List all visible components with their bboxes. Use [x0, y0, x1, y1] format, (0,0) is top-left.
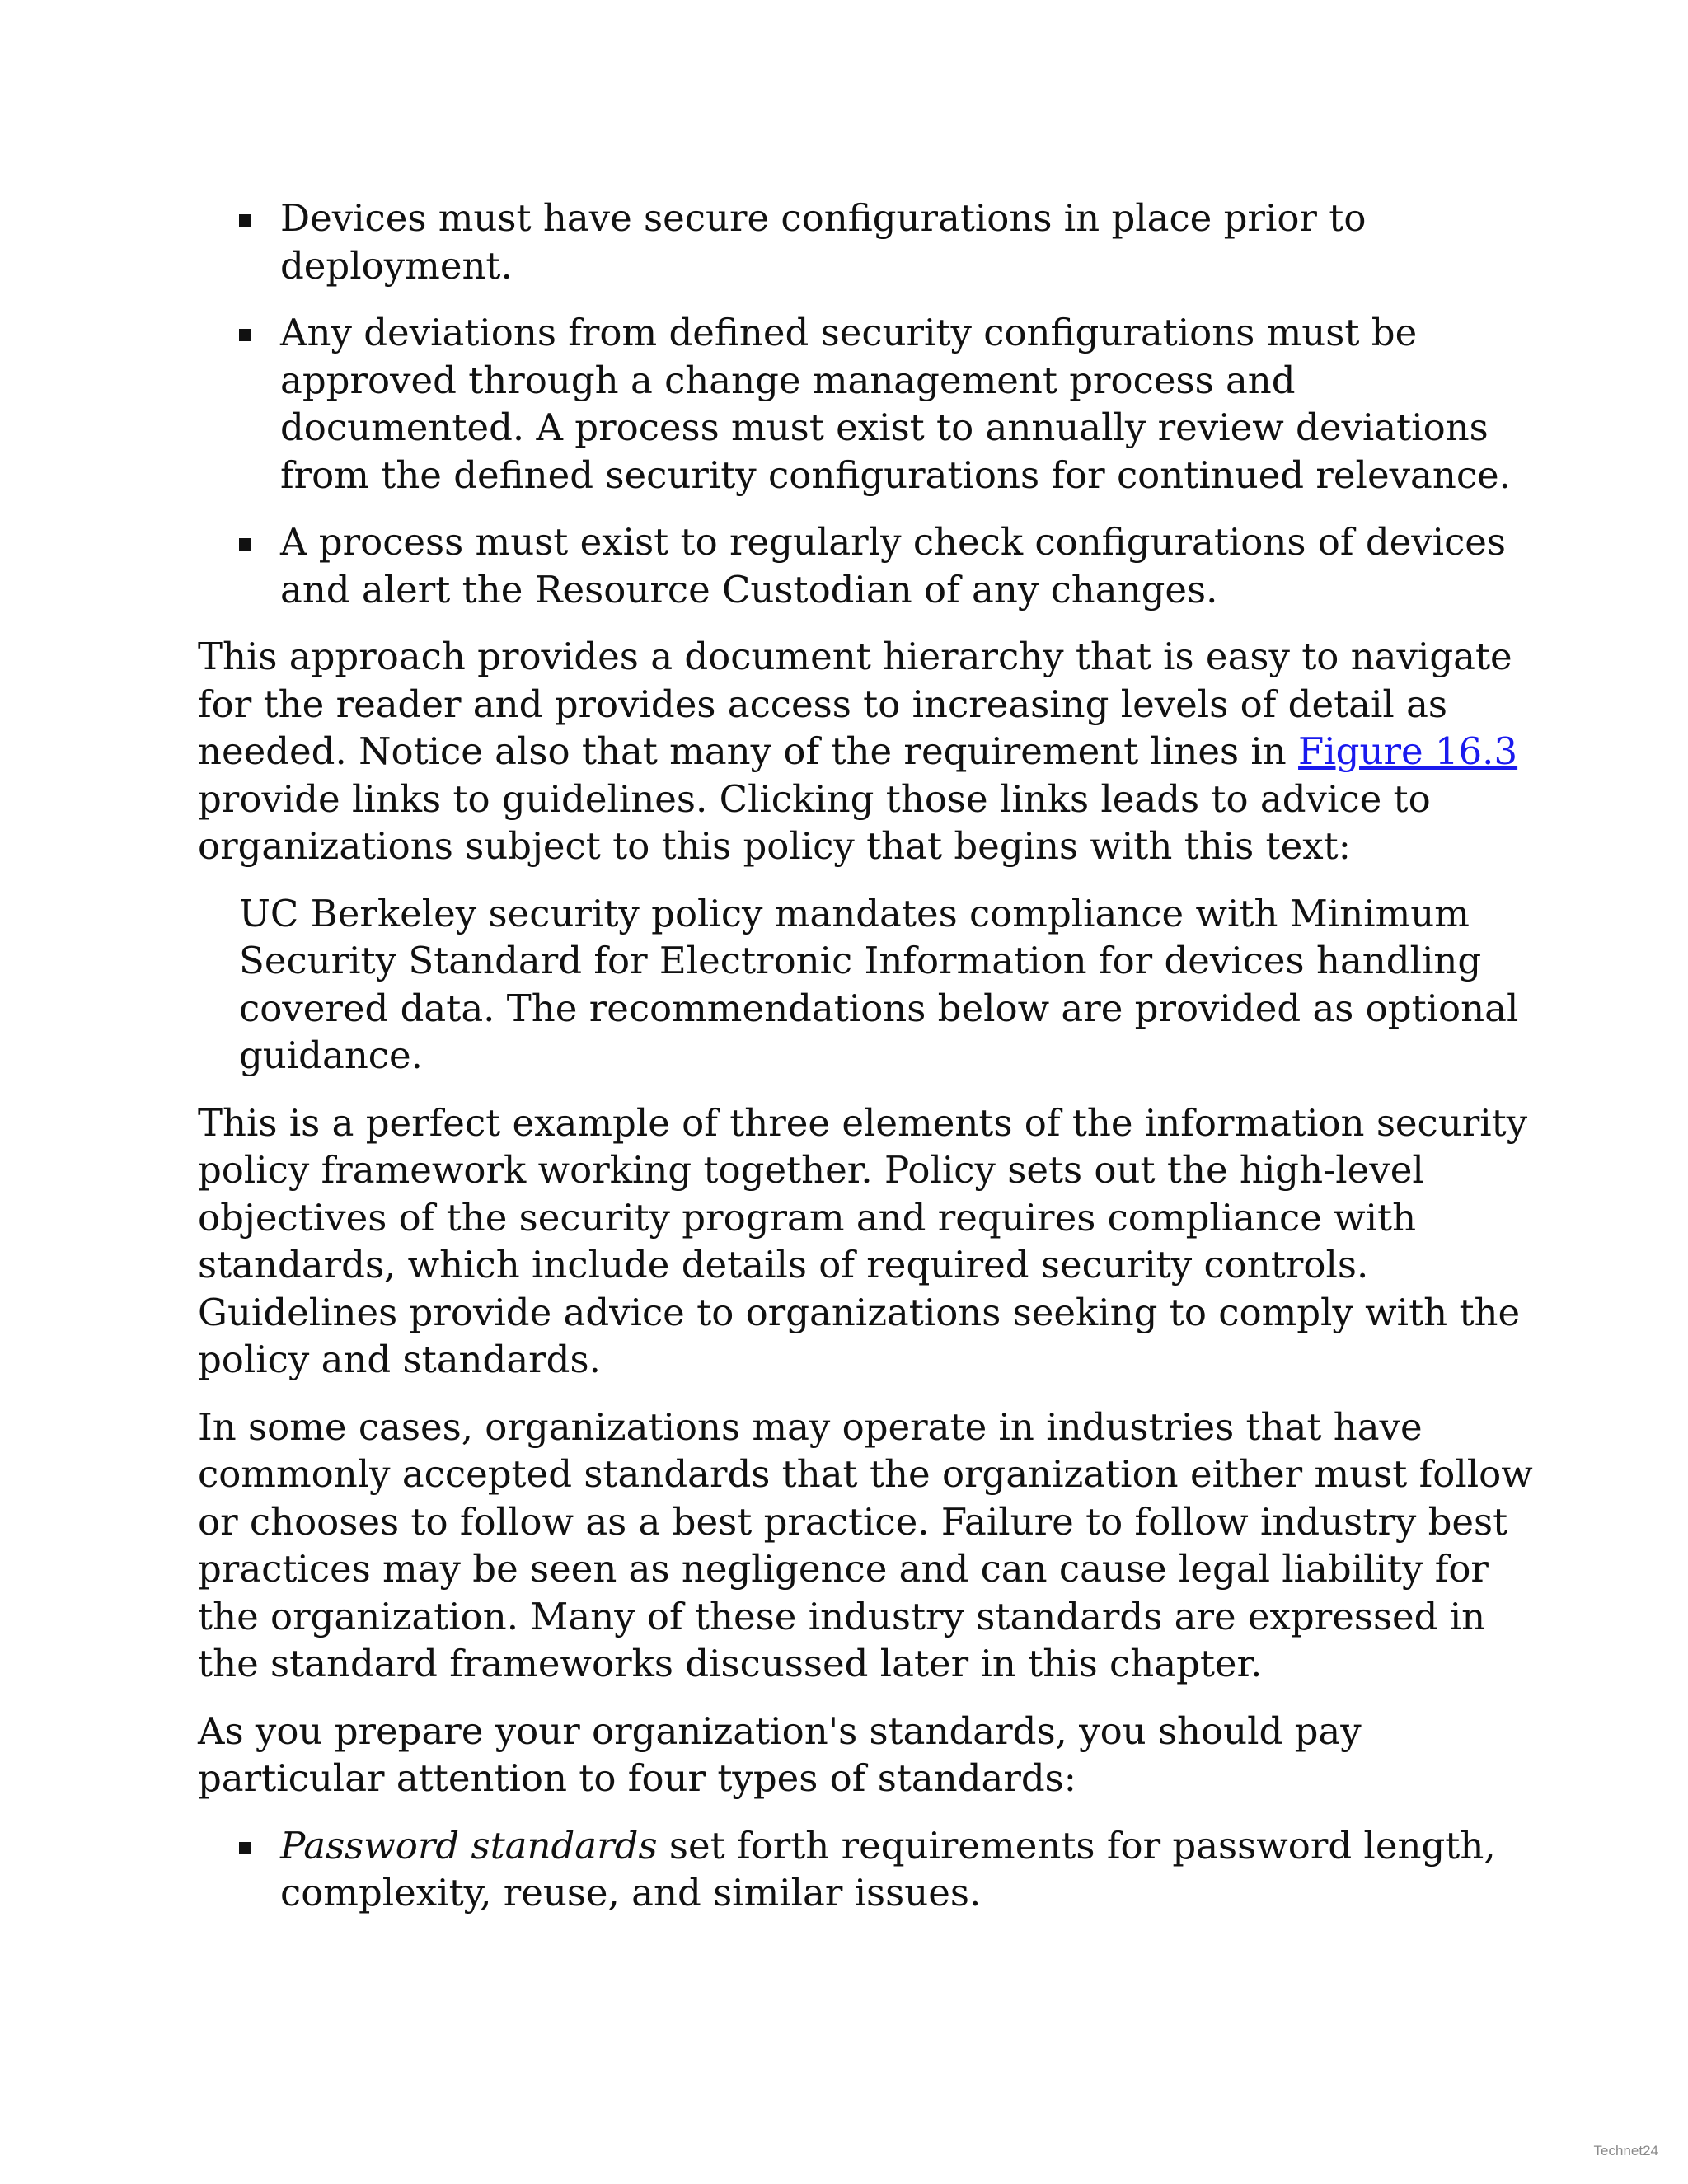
- list-item-text: Devices must have secure configurations in place prior to deployment.: [280, 196, 1367, 288]
- list-item: [198, 518, 1533, 613]
- list-item: [198, 309, 1533, 499]
- bullet-list-bottom: [198, 1822, 1533, 1917]
- figure-link[interactable]: Figure 16.3: [1298, 729, 1518, 773]
- bullet-list-top: [198, 194, 1533, 613]
- document-page: [198, 194, 1533, 1937]
- paragraph-text: This approach provides a document hierarchy that is easy to navigate for the reader and provides access to increasing levels of detail as needed. Notice also that many of the requirement lines in: [198, 635, 1512, 773]
- paragraph-industry: In some cases, organizations may operate in industries that have commonly accepted standards that the organization either must follow or chooses to follow as a best practice. Failure to follow industry best practices may be seen as negligence and can cause legal liability for the organization. Many of these industry standards are expressed in the standard frameworks discussed later in this chapter.: [198, 1404, 1533, 1685]
- list-item-text: Any deviations from defined security configurations must be approved through a change management process and documented. A process must exist to annually review deviations from the defined security configurations for continued relevance.: [280, 311, 1511, 497]
- block-quote: UC Berkeley security policy mandates compliance with Minimum Security Standard for Electronic Information for devices handling covered data. The recommendations below are provided as optional guidance.: [239, 891, 1519, 1077]
- paragraph-standards-intro: As you prepare your organization's standards, you should pay particular attention to four types of standards:: [198, 1708, 1362, 1800]
- square-bullet-icon: [239, 1842, 251, 1854]
- square-bullet-icon: [239, 214, 251, 227]
- square-bullet-icon: [239, 538, 251, 551]
- list-item-term: Password standards: [280, 1823, 658, 1868]
- list-item: [198, 1822, 1533, 1917]
- watermark: Technet24: [1593, 2143, 1658, 2158]
- paragraph-framework: This is a perfect example of three elements of the information security policy framework working together. Policy sets out the high-level objectives of the security program and requires compliance with standards, which include details of required security controls. Guidelines provide advice to organizations seeking to comply with the policy and standards.: [198, 1100, 1528, 1381]
- square-bullet-icon: [239, 329, 251, 341]
- paragraph-text: provide links to guidelines. Clicking those links leads to advice to organizations subject to this policy that begins with this text:: [198, 776, 1431, 868]
- list-item: [198, 194, 1533, 289]
- list-item-text: set forth requirements for password length, complexity, reuse, and similar issues.: [280, 1823, 1496, 1915]
- list-item-text: A process must exist to regularly check configurations of devices and alert the Resource Custodian of any changes.: [280, 520, 1506, 612]
- paragraph-hierarchy: [198, 633, 1533, 870]
